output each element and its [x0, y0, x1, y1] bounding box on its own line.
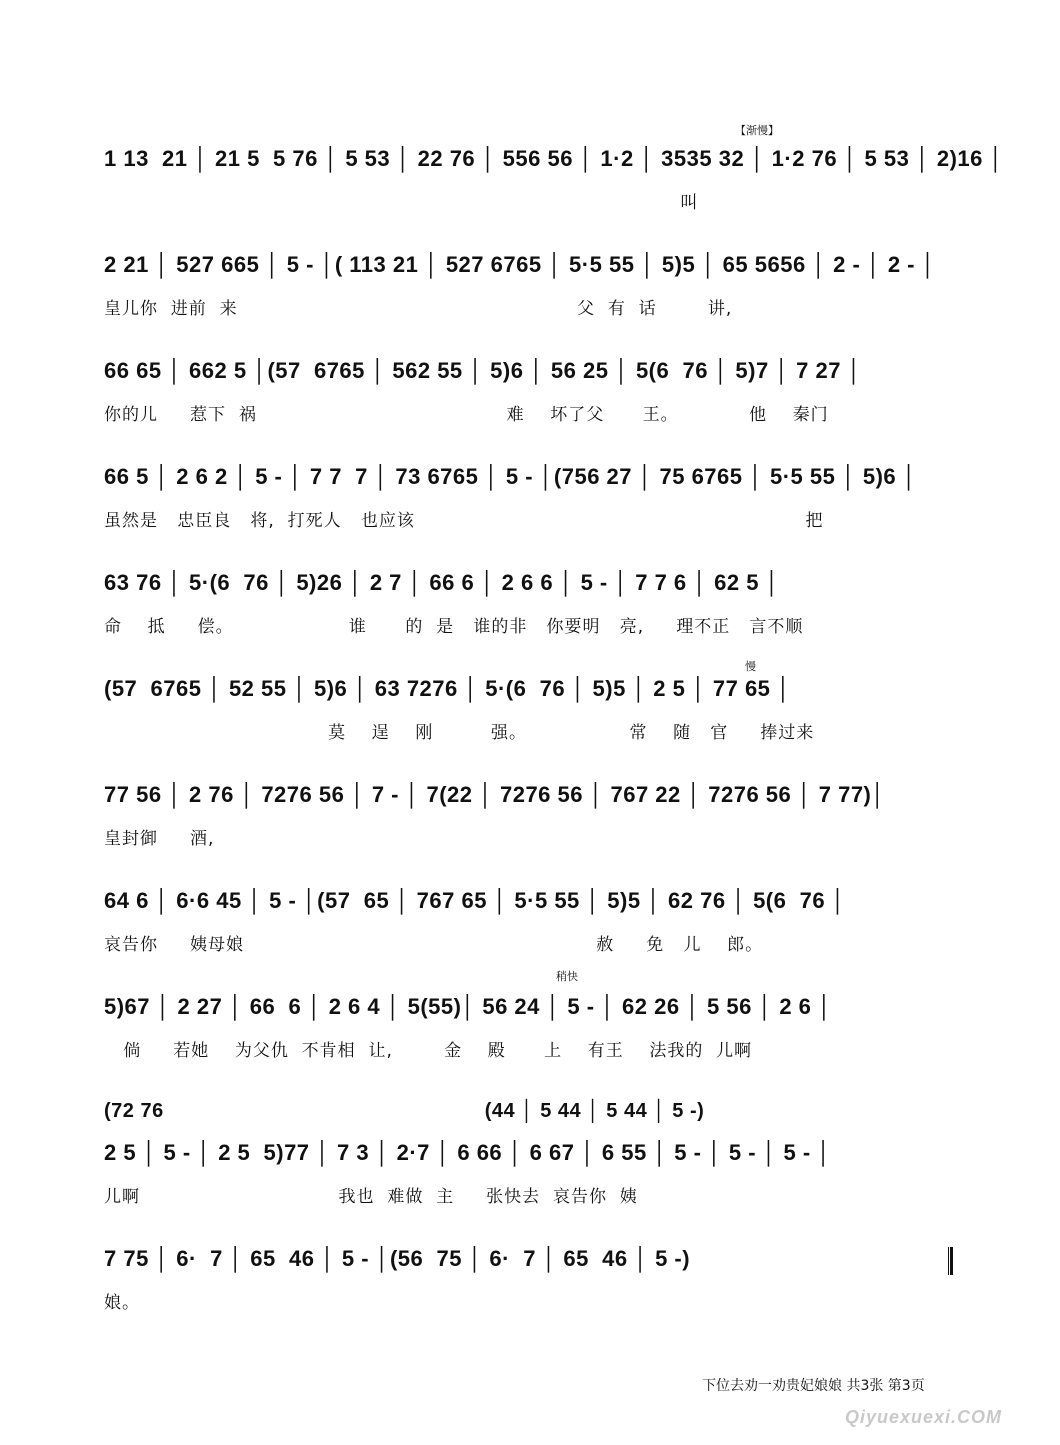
lyrics-line-2: 皇儿你 进前 来 父 有 话 讲, — [104, 299, 733, 319]
lyrics-line-4: 虽然是 忠臣良 将, 打死人 也应该 把 — [104, 511, 824, 531]
final-barline — [948, 1247, 953, 1275]
notation-line-2: 2 21 │ 527 665 │ 5 - │( 113 21 │ 527 6765 │ 5·5 55 │ 5)5 │ 65 5656 │ 2 - │ 2 - │ — [104, 252, 936, 277]
notation-upper-line-10: (72 76 (44 │ 5 44 │ 5 44 │ 5 -) — [104, 1100, 705, 1122]
lyrics-line-10: 儿啊 我也 难做 主 张快去 哀告你 姨 — [104, 1187, 638, 1207]
lyrics-line-6: 莫 逞 刚 强。 常 随 官 捧过来 — [104, 723, 815, 743]
page-footer: 下位去劝一劝贵妃娘娘 共3张 第3页 — [702, 1378, 925, 1394]
lyrics-line-11: 娘。 — [104, 1293, 140, 1313]
lyrics-line-9: 倘 若她 为父仇 不肯相 让, 金 殿 上 有王 法我的 儿啊 — [104, 1041, 753, 1061]
tempo-mark-slow: 慢 — [745, 660, 756, 673]
tempo-mark-slightly-fast: 稍快 — [556, 970, 578, 983]
lyrics-line-5: 命 抵 偿。 谁 的 是 谁的非 你要明 亮, 理不正 言不顺 — [104, 617, 804, 637]
notation-line-4: 66 5 │ 2 6 2 │ 5 - │ 7 7 7 │ 73 6765 │ 5 - │(756 27 │ 75 6765 │ 5·5 55 │ 5)6 │ — [104, 464, 918, 489]
tempo-mark-gradual-slow: 【渐慢】 — [735, 124, 779, 137]
notation-line-7: 77 56 │ 2 76 │ 7276 56 │ 7 - │ 7(22 │ 7276 56 │ 767 22 │ 7276 56 │ 7 77)│ — [104, 782, 886, 807]
lyrics-line-3: 你的儿 惹下 祸 难 坏了父 王。 他 秦门 — [104, 405, 829, 425]
notation-line-8: 64 6 │ 6·6 45 │ 5 - │(57 65 │ 767 65 │ 5·5 55 │ 5)5 │ 62 76 │ 5(6 76 │ — [104, 888, 846, 913]
notation-line-10: 2 5 │ 5 - │ 2 5 5)77 │ 7 3 │ 2·7 │ 6 66 │ 6 67 │ 6 55 │ 5 - │ 5 - │ 5 - │ — [104, 1140, 832, 1165]
lyrics-line-7: 皇封御 酒, — [104, 829, 215, 849]
lyrics-line-1: 叫 — [104, 193, 699, 213]
notation-line-6: (57 6765 │ 52 55 │ 5)6 │ 63 7276 │ 5·(6 76 │ 5)5 │ 2 5 │ 77 65 │ — [104, 676, 792, 701]
notation-line-1: 1 13 21 │ 21 5 5 76 │ 5 53 │ 22 76 │ 556 56 │ 1·2 │ 3535 32 │ 1·2 76 │ 5 53 │ 2)16 │ — [104, 146, 1004, 171]
lyrics-line-8: 哀告你 姨母娘 赦 免 儿 郎。 — [104, 935, 764, 955]
notation-line-11: 7 75 │ 6· 7 │ 65 46 │ 5 - │(56 75 │ 6· 7 │ 65 46 │ 5 -) — [104, 1246, 691, 1271]
notation-line-5: 63 76 │ 5·(6 76 │ 5)26 │ 2 7 │ 66 6 │ 2 6 6 │ 5 - │ 7 7 6 │ 62 5 │ — [104, 570, 780, 595]
notation-line-3: 66 65 │ 662 5 │(57 6765 │ 562 55 │ 5)6 │ 56 25 │ 5(6 76 │ 5)7 │ 7 27 │ — [104, 358, 862, 383]
notation-line-9: 5)67 │ 2 27 │ 66 6 │ 2 6 4 │ 5(55)│ 56 24 │ 5 - │ 62 26 │ 5 56 │ 2 6 │ — [104, 994, 833, 1019]
site-watermark: Qiyuexuexi.COM — [845, 1407, 1003, 1427]
